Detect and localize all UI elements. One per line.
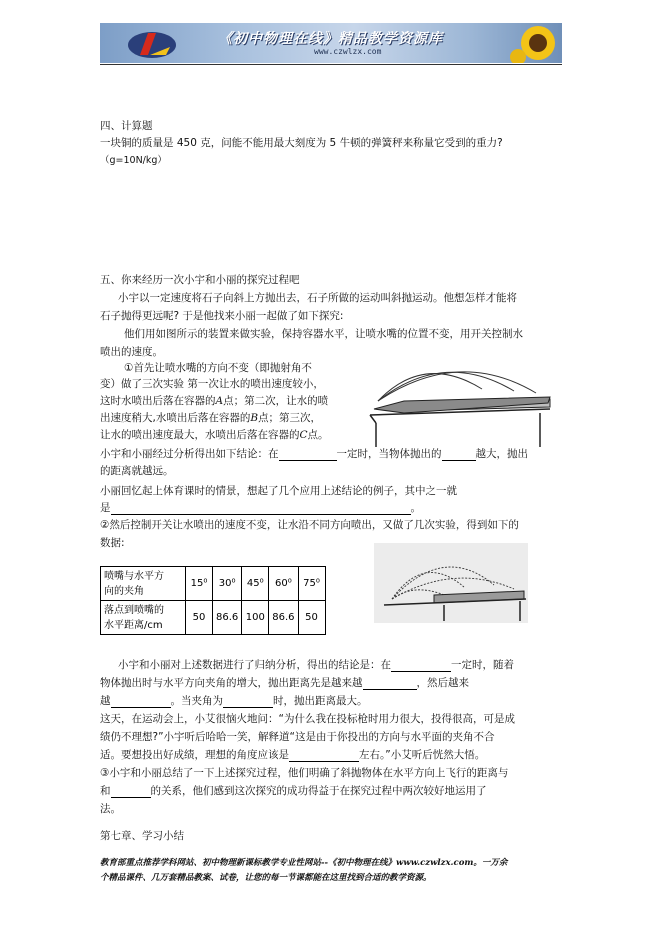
table-header-angle: 喷嘴与水平方 向的夹角 [101, 567, 186, 601]
analysis-line-3: 越 。当夹角为 时，抛出距离最大。 [100, 695, 368, 707]
blank-4[interactable] [391, 660, 451, 672]
table-cell: 86.6 [269, 601, 298, 635]
blank-5[interactable] [363, 678, 417, 690]
analysis-line-2: 物体抛出时与水平方向夹角的增大，抛出距离先是越来越 ，然后越来 [100, 677, 469, 689]
example-line-1: 小丽回忆起上体育课时的情景，想起了几个应用上述结论的例子，其中之一就 [100, 485, 457, 497]
data-table [100, 566, 326, 635]
example-line-2: 是 。 [100, 502, 421, 514]
paragraph-6-line-1: ②然后控制开关让水喷出的速度不变，让水沿不同方向喷出，又做了几次实验，得到如下的 [100, 519, 519, 531]
table-cell: 50 [186, 601, 213, 635]
analysis-line-7: ③小宇和小丽总结了一下上述探究过程，他们明确了斜抛物体在水平方向上飞行的距离与 [100, 767, 509, 779]
table-row [101, 567, 326, 601]
table-cell: 45⁰ [242, 567, 269, 601]
conclusion-1-line-2: 的距离就越远。 [100, 465, 174, 477]
blank-3[interactable] [111, 503, 411, 515]
header-banner [100, 23, 562, 63]
paragraph-6-line-2: 数据: [100, 537, 125, 549]
blank-8[interactable] [289, 750, 359, 762]
paragraph-2-line-1: 他们用如图所示的装置来做实验，保持容器水平，让喷水嘴的位置不变，用开关控制水 [124, 328, 523, 340]
analysis-line-8: 和 的关系，他们感到这次探究的成功得益于在探究过程中两次较好地运用了 [100, 785, 487, 797]
apparatus-figure-2 [374, 543, 528, 623]
apparatus-figure-1 [364, 357, 554, 449]
chapter-heading: 第七章、学习小结 [100, 830, 184, 842]
blank-7[interactable] [223, 696, 273, 708]
analysis-line-4: 这天，在运动会上，小艾很恼火地问：“为什么我在投标枪时用力很大，投得很高，可是成 [100, 713, 515, 725]
section4-title: 四、计算题 [100, 120, 153, 132]
table-cell: 50 [298, 601, 325, 635]
analysis-line-6: 适。要想投出好成绩，理想的角度应该是 左右。”小艾听后恍然大悟。 [100, 749, 486, 761]
point-c-label: C [299, 429, 308, 441]
paragraph-3-line-3: 这时水喷出后落在容器的A点；第二次，让水的喷 [100, 395, 329, 407]
footer-note [100, 856, 570, 886]
point-b-label: B [250, 412, 259, 424]
paragraph-2-line-2: 喷出的速度。 [100, 346, 163, 358]
paragraph-1-line-2: 石子抛得更远呢? 于是他找来小丽一起做了如下探究: [100, 310, 344, 322]
paragraph-3-line-5: 让水的喷出速度最大，水喷出后落在容器的C点。 [100, 429, 329, 441]
table-cell: 60⁰ [269, 567, 298, 601]
footer-line-2: 个精品课件、几万套精品教案、试卷，让您的每一节课都能在这里找到合适的教学资源。 [100, 873, 432, 883]
analysis-line-1: 小宇和小丽对上述数据进行了归纳分析，得出的结论是：在 一定时，随着 [118, 659, 514, 671]
conclusion-1-line-1: 小宇和小丽经过分析得出如下结论：在 一定时，当物体抛出的 越大，抛出 [100, 448, 528, 460]
blank-1[interactable] [279, 449, 337, 461]
header-url: www.czwlzx.com [314, 47, 382, 56]
water-jet-arcs-icon [378, 372, 536, 401]
table-cell: 75⁰ [298, 567, 325, 601]
analysis-line-9: 法。 [100, 803, 121, 815]
table-cell: 15⁰ [186, 567, 213, 601]
logo-icon [126, 27, 178, 61]
table-header-distance: 落点到喷嘴的 水平距离/cm [101, 601, 186, 635]
footer-line-1: 教育部重点推荐学科网站、初中物理新课标教学专业性网站--《初中物理在线》www.czwlzx.com。一万余 [100, 858, 508, 868]
point-a-label: A [215, 395, 224, 407]
table-cell: 86.6 [213, 601, 242, 635]
blank-6[interactable] [111, 696, 171, 708]
section5-title: 五、你来经历一次小宇和小丽的探究过程吧 [100, 274, 300, 286]
blank-2[interactable] [442, 449, 476, 461]
analysis-line-5: 绩仍不理想?”小宇听后哈哈一笑，解释道“这是由于你投出的方向与水平面的夹角不合 [100, 731, 495, 743]
section4-question: 一块铜的质量是 450 克，问能不能用最大刻度为 5 牛顿的弹簧秤来称量它受到的重力? [100, 137, 503, 149]
table-row [101, 601, 326, 635]
paragraph-3-line-2: 变）做了三次实验 第一次让水的喷出速度较小， [100, 378, 324, 390]
paragraph-1-line-1: 小宇以一定速度将石子向斜上方抛出去，石子所做的运动叫斜抛运动。他想怎样才能将 [118, 292, 517, 304]
header-title: 《初中物理在线》精品教学资源库 [218, 31, 443, 47]
blank-9[interactable] [111, 786, 151, 798]
paragraph-3-line-4: 出速度稍大,水喷出后落在容器的B点；第三次， [100, 412, 322, 424]
sunflower-icon [510, 23, 562, 63]
table-cell: 30⁰ [213, 567, 242, 601]
paragraph-3-line-1: ①首先让喷水嘴的方向不变（即抛射角不 [124, 362, 312, 374]
table-cell: 100 [242, 601, 269, 635]
table-icon [370, 409, 550, 447]
header-rule [100, 64, 562, 65]
section4-question-given: （g=10N/kg） [100, 155, 167, 166]
